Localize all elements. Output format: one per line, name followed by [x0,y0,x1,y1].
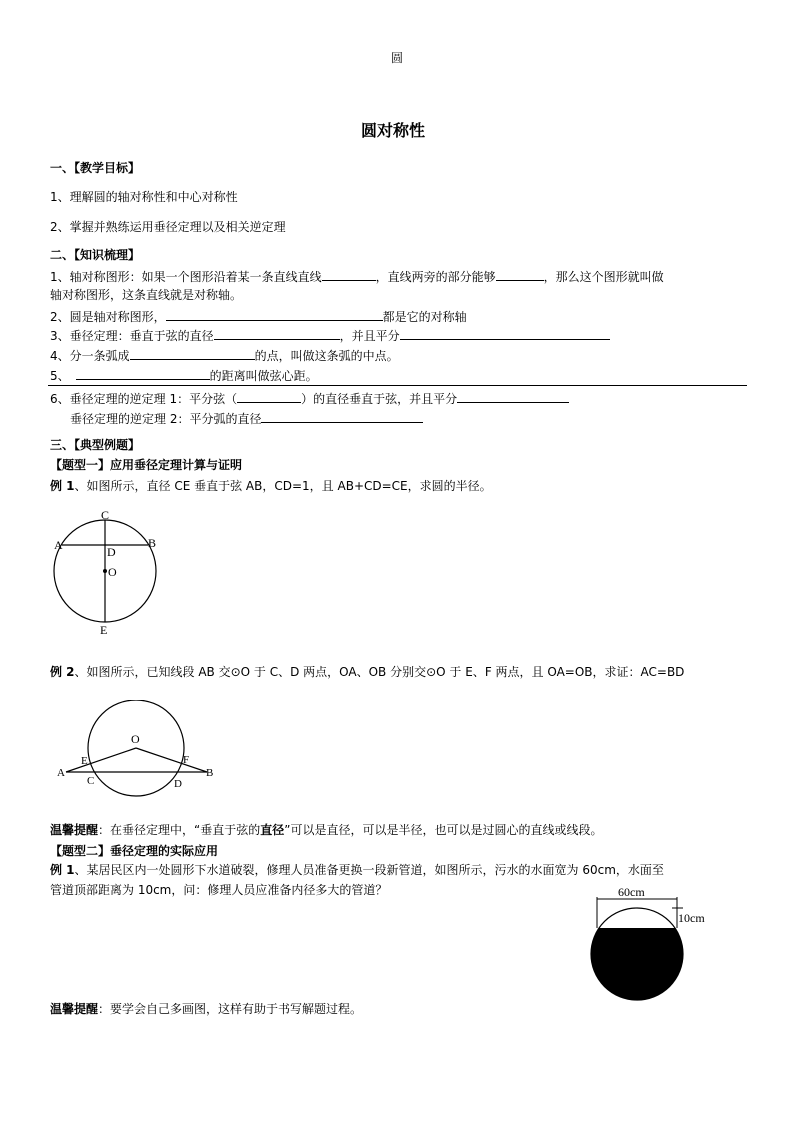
page-title: 圆对称性 [361,121,426,140]
text: ，那么这个图形就叫做 [543,270,664,284]
blank [400,326,610,340]
example-label: 例 1 [50,479,75,493]
label-c: C [101,508,110,522]
label-e: E [100,623,108,637]
text: 6、垂径定理的逆定理 1：平分弦（ [50,392,238,406]
section-heading-examples: 三、【典型例题】 [50,438,141,452]
section-heading-knowledge: 二、【知识梳理】 [50,248,141,262]
text: 的距离叫做弦心距。 [209,369,318,383]
label-o: O [108,565,117,579]
segment-oa [66,748,136,772]
example-text: 、如图所示，直径 CE 垂直于弦 AB，CD=1，且 AB+CD=CE，求圆的半径。 [74,479,492,493]
label-a: A [57,767,65,779]
example-3-line-1 [50,862,664,878]
label-o: O [131,732,140,746]
tip-label: 温馨提醒 [50,1002,99,1016]
text: 都是它的对称轴 [382,310,467,324]
text: 3、垂径定理：垂直于弦的直径 [50,329,214,343]
text: ，并且平分 [339,329,400,343]
knowledge-line-5 [50,366,318,384]
goal-item: 2、掌握并熟练运用垂径定理以及相关逆定理 [50,220,286,234]
label-d: D [107,545,116,559]
text: 5、 [50,369,70,383]
example-1 [50,478,492,494]
type-heading-1: 【题型一】应用垂径定理计算与证明 [50,458,243,472]
figure-2-circle [50,700,230,800]
example-2 [50,664,684,680]
example-text: 、如图所示，已知线段 AB 交⊙O 于 C、D 两点，OA、OB 分别交⊙O 于 E、F 两点，且 OA=OB，求证：AC=BD [74,665,685,679]
label-c: C [87,775,95,787]
text: 1、轴对称图形：如果一个图形沿着某一条直线直线 [50,270,322,284]
figure-1-circle [45,505,175,640]
knowledge-line-2 [50,307,467,325]
tip-text: ”可以是直径，可以是半径，也可以是过圆心的直线或线段。 [284,823,603,837]
blank [457,389,569,403]
text: 2、圆是轴对称图形， [50,310,166,324]
text: 的点，叫做这条弧的中点。 [254,349,399,363]
text: 4、分一条弧成 [50,349,130,363]
divider-line [48,385,747,386]
text: ，直线两旁的部分能够 [375,270,496,284]
text: 垂径定理的逆定理 2：平分弧的直径 [70,412,262,426]
knowledge-line-4 [50,346,399,364]
text: ）的直径垂直于弦，并且平分 [301,392,458,406]
label-b: B [206,767,214,779]
tip-1 [50,822,602,838]
knowledge-line-1 [50,267,664,285]
knowledge-line-1b: 轴对称图形，这条直线就是对称轴。 [50,288,243,302]
label-a: A [54,538,63,552]
tip-label: 温馨提醒 [50,823,99,837]
knowledge-line-3 [50,326,610,344]
goal-item: 1、理解圆的轴对称性和中心对称性 [50,190,238,204]
example-text: 、某居民区内一处圆形下水道破裂，修理人员准备更换一段新管道，如图所示，污水的水面宽为 60cm，水面至 [74,863,664,877]
label-height: 10cm [678,911,705,925]
blank [166,307,383,321]
example-label: 例 1 [50,863,75,877]
blank [237,389,301,403]
label-d: D [174,778,182,790]
blank [322,267,376,281]
label-b: B [148,536,157,550]
label-f: F [183,754,190,766]
knowledge-line-7 [70,409,423,427]
blank [214,326,340,340]
blank [496,267,544,281]
blank [130,346,255,360]
label-width: 60cm [618,885,645,899]
blank [76,366,210,380]
tip-text: ：在垂径定理中，“垂直于弦的 [98,823,261,837]
segment-ob [136,748,207,772]
knowledge-line-6 [50,389,569,407]
page-header: 圆 [391,51,404,65]
center-dot [103,569,107,573]
example-3-line-2: 管道顶部距离为 10cm，问：修理人员应准备内径多大的管道？ [50,883,388,897]
tip-text: ：要学会自己多画图，这样有助于书写解题过程。 [98,1002,363,1016]
tip-2 [50,1001,362,1017]
label-e: E [81,755,88,767]
figure-3-pipe [580,885,720,1005]
blank [261,409,423,423]
type-heading-2: 【题型二】垂径定理的实际应用 [50,844,219,858]
section-heading-goals: 一、【教学目标】 [50,161,141,175]
example-label: 例 2 [50,665,75,679]
tip-emphasis: 直径 [260,823,285,837]
